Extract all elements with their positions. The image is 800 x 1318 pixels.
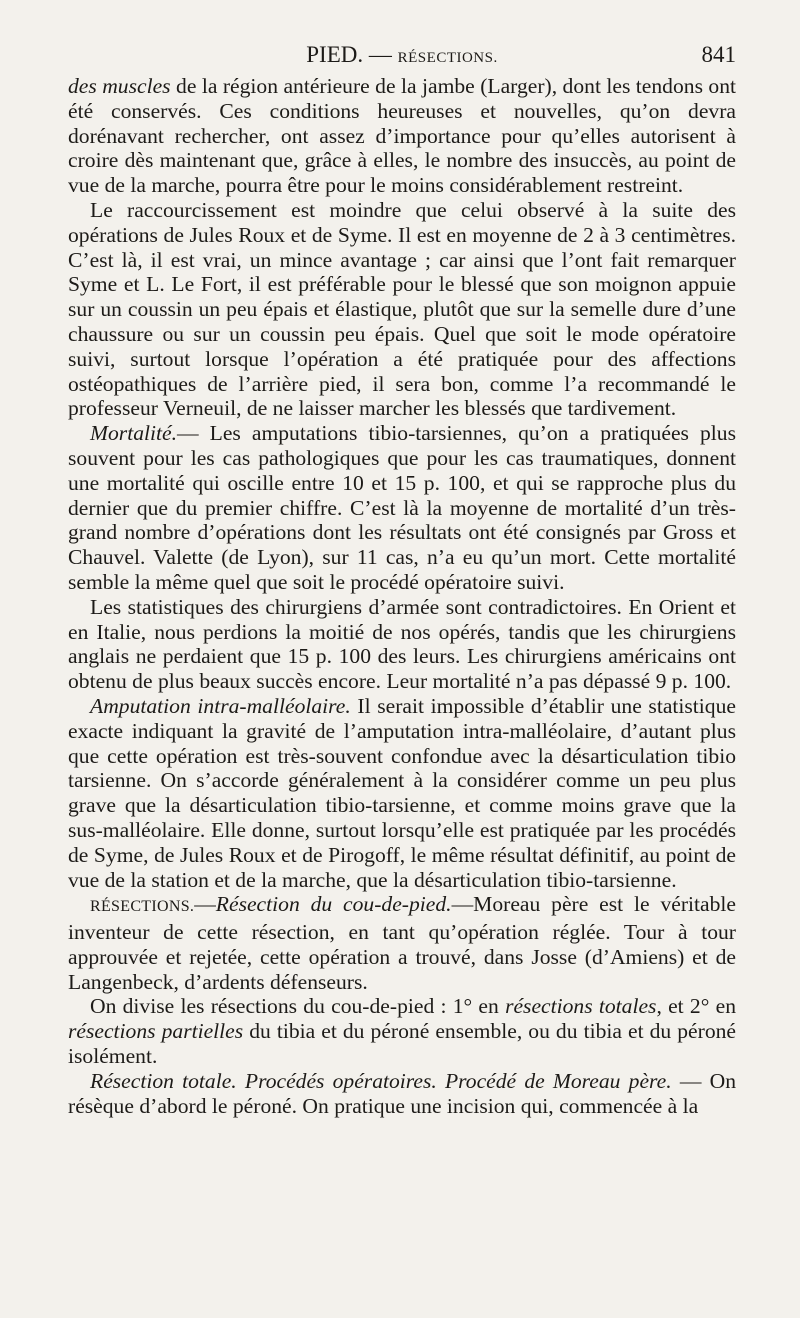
running-header [68, 42, 736, 72]
page-body [68, 74, 736, 1118]
small-caps-run: RÉSECTIONS. [90, 898, 195, 916]
italic-run: Amputation intra-malléolaire. [90, 693, 351, 718]
italic-run: résections partielles [68, 1019, 244, 1044]
paragraph [68, 198, 736, 421]
paragraph [68, 694, 736, 892]
text-run: Il serait impossible d’établir une statistique exacte indiquant la gravité de l’amputation intra-malléolaire, d’autant plus que cette opération est très-souvent confondue avec la désarticulation tibio tarsienne. On s’accorde généralement à la considérer comme un peu plus grave que la désarticulation tibio-tarsienne, et comme moins grave que la sus-malléolaire. Elle donne, surtout lorsqu’elle est pratiquée par les procédés de Syme, de Jules Roux et de Pirogoff, le même résultat définitif, au point de vue de la station et de la marche, que la désarticulation tibio-tarsienne. [68, 693, 736, 892]
paragraph [68, 1069, 736, 1119]
paragraph [68, 892, 736, 994]
italic-run: des muscles [68, 74, 171, 98]
paragraph [68, 595, 736, 694]
text-run: — Les amputations tibio-tarsiennes, qu’on a pratiquées plus souvent pour les cas pathologiques que pour les cas traumatiques, donnent une mortalité qui oscille entre 10 et 15 p. 100, et qui se rapproche plus du dernier que du premier chiffre. C’est là la moyenne de mortalité d’un très-grand nombre d’opérations dont les résultats ont été consignés par Gross et Chauvel. Valette (de Lyon), sur 11 cas, n’a eu qu’un mort. Cette mortalité semble la même quel que soit le procédé opératoire suivi. [68, 421, 736, 594]
page-number: 841 [701, 42, 736, 67]
text-run: Les statistiques des chirurgiens d’armée sont contradictoires. En Orient et en Italie, nous perdions la moitié de nos opérés, tandis que les chirurgiens anglais ne perdaient que 15 p. 100 des leurs. Les chirurgiens américains ont obtenu de plus beaux succès encore. Leur mortalité n’a pas dépassé 9 p. 100. [68, 594, 736, 694]
italic-run: Résection totale. Procédés opératoires. Procédé de Moreau père. [90, 1068, 672, 1093]
running-title-section: RÉSECTIONS. [397, 50, 498, 66]
italic-run: résections totales [505, 994, 657, 1019]
text-run: , et 2° en [656, 994, 736, 1019]
running-title [68, 42, 736, 68]
text-run: Le raccourcissement est moindre que celui observé à la suite des opérations de Jules Roux et de Syme. Il est en moyenne de 2 à 3 centimètres. C’est là, il est vrai, un mince avantage ; car ainsi que l’ont fait remarquer Syme et L. Le Fort, il est préférable pour le blessé que son moignon appuie sur un coussin un peu épais et élastique, plutôt que sur la semelle dure d’une chaussure ou sur un coussin peu épais. Quel que soit le mode opératoire suivi, surtout lorsque l’opération a été pratiquée pour des affections ostéopathiques de l’arrière pied, il sera bon, comme l’a recommandé le professeur Verneuil, de ne laisser marcher les blessés que tardivement. [68, 197, 736, 421]
text-run: —Moreau père est le véritable inventeur de cette résection, en tant qu’opération réglée. Tour à tour approuvée et rejetée, cette opération a trouvé, dans Josse (d’Amiens) et de Langenbeck, d’ardents défenseurs. [68, 892, 736, 994]
paragraph [68, 74, 736, 198]
text-run: de la région antérieure de la jambe (Larger), dont les tendons ont été conservés. Ces conditions heureuses et nouvelles, qu’on devra dorénavant rechercher, ont assez d’importance pour qu’elles autorisent à croire dès maintenant que, grâce à elles, le nombre des insuccès, au point de vue de la marche, pourra être pour le moins considérablement restreint. [68, 74, 736, 198]
paragraph [68, 421, 736, 595]
running-title-main: PIED. — [306, 42, 398, 67]
italic-run: Mortalité. [90, 421, 177, 446]
text-run: On divise les résections du cou-de-pied : 1° en [90, 994, 506, 1019]
italic-run: Résection du cou-de-pied. [215, 892, 452, 917]
text-run: — [194, 892, 216, 917]
paragraph [68, 994, 736, 1068]
text-run: — On résèque d’abord le péroné. On pratique une incision qui, commencée à la [68, 1068, 736, 1118]
text-run: du tibia et du péroné ensemble, ou du tibia et du péroné isolément. [68, 1019, 736, 1069]
